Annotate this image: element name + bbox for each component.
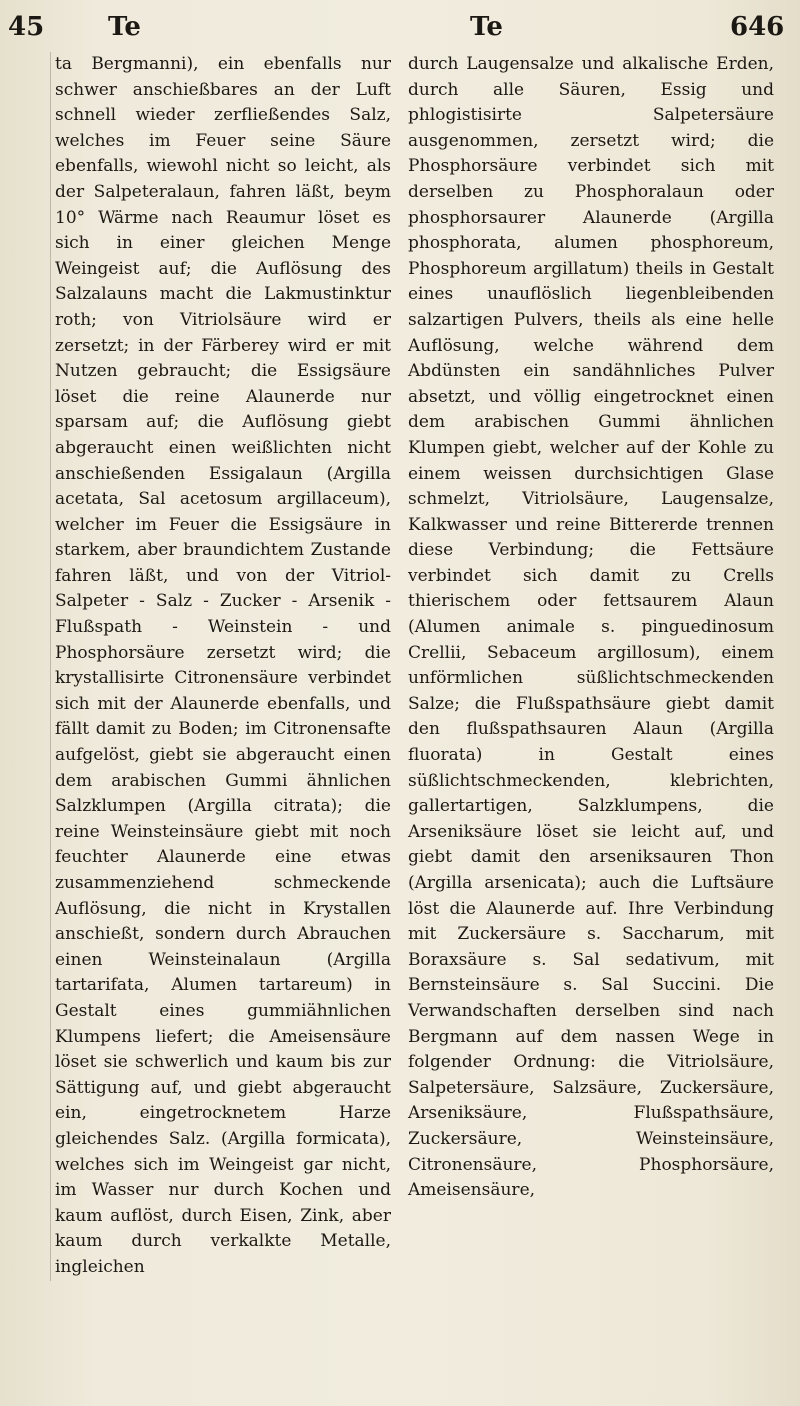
- right-column: [408, 52, 774, 1204]
- running-header: [0, 8, 800, 48]
- page-number-left: 45: [8, 12, 45, 42]
- left-column-text: ta Bergmanni), ein ebenfalls nur schwer anschießbares an der Luft schnell wieder zerfließendes Salz, welches im Feuer seine Säure ebenfalls, wiewohl nicht so leicht, als der Salpeteralaun, fahren läßt, beym 10° Wärme nach Reaumur löset es sich in einer gleichen Menge Weingeist auf; die Auflösung des Salzalauns macht die Lakmustinktur roth; von Vitriolsäure wird er zersetzt; in der Färberey wird er mit Nutzen gebraucht; die Essigsäure löset die reine Alaunerde nur sparsam auf; die Auflösung giebt abgeraucht einen weißlichten nicht anschießenden Essigalaun (Argilla acetata, Sal acetosum argillaceum), welcher im Feuer die Essigsäure in starkem, aber braundichtem Zustande fahren läßt, und von der Vitriol- Salpeter - Salz - Zucker - Arsenik - Flußspath - Weinstein - und Phosphorsäure zersetzt wird; die krystallisirte Citronensäure verbindet sich mit der Alaunerde ebenfalls, und fällt damit zu Boden; im Citronensafte aufgelöst, giebt sie abgeraucht einen dem arabischen Gummi ähnlichen Salzklumpen (Argilla citrata); die reine Weinsteinsäure giebt mit noch feuchter Alaunerde eine etwas zusammenziehend schmeckende Auflösung, die nicht in Krystallen anschießt, sondern durch Abrauchen einen Weinsteinalaun (Argilla tartarifata, Alumen tartareum) in Gestalt eines gummiähnlichen Klumpens liefert; die Ameisensäure löset sie schwerlich und kaum bis zur Sättigung auf, und giebt abgeraucht ein, eingetrocknetem Harze gleichendes Salz. (Argilla formicata), welches sich im Weingeist gar nicht, im Wasser nur durch Kochen und kaum auflöst, durch Eisen, Zink, aber kaum durch verkalkte Metalle, ingleichen: [55, 54, 391, 1277]
- running-head-left: Te: [108, 12, 141, 42]
- page-number-right: 646: [730, 12, 785, 42]
- running-head-right: Te: [470, 12, 503, 42]
- left-column: [50, 52, 391, 1281]
- right-column-text: durch Laugensalze und alkalische Erden, durch alle Säuren, Essig und phlogistisirte Salpetersäure ausgenommen, zersetzt wird; die Phosphorsäure verbindet sich mit derselben zu Phosphoralaun oder phosphorsaurer Alaunerde (Argilla phosphorata, alumen phosphoreum, Phosphoreum argillatum) theils in Gestalt eines unauflöslich liegenbleibenden salzartigen Pulvers, theils als eine helle Auflösung, welche während dem Abdünsten ein sandähnliches Pulver absetzt, und völlig eingetrocknet einen dem arabischen Gummi ähnlichen Klumpen giebt, welcher auf der Kohle zu einem weissen durchsichtigen Glase schmelzt, Vitriolsäure, Laugensalze, Kalkwasser und reine Bittererde trennen diese Verbindung; die Fettsäure verbindet sich damit zu Crells thierischem oder fettsaurem Alaun (Alumen animale s. pinguedinosum Crellii, Sebaceum argillosum), einem unförmlichen süßlichtschmeckenden Salze; die Flußspathsäure giebt damit den flußspathsauren Alaun (Argilla fluorata) in Gestalt eines süßlichtschmeckenden, klebrichten, gallertartigen, Salzklumpens, die Arseniksäure löset sie leicht auf, und giebt damit den arseniksauren Thon (Argilla arsenicata); auch die Luftsäure löst die Alaunerde auf. Ihre Verbindung mit Zuckersäure s. Saccharum, mit Boraxsäure s. Sal sedativum, mit Bernsteinsäure s. Sal Succini. Die Verwandschaften derselben sind nach Bergmann auf dem nassen Wege in folgender Ordnung: die Vitriolsäure, Salpetersäure, Salzsäure, Zuckersäure, Arseniksäure, Flußspathsäure, Zuckersäure, Weinsteinsäure, Citronensäure, Phosphorsäure, Ameisensäure,: [408, 54, 774, 1201]
